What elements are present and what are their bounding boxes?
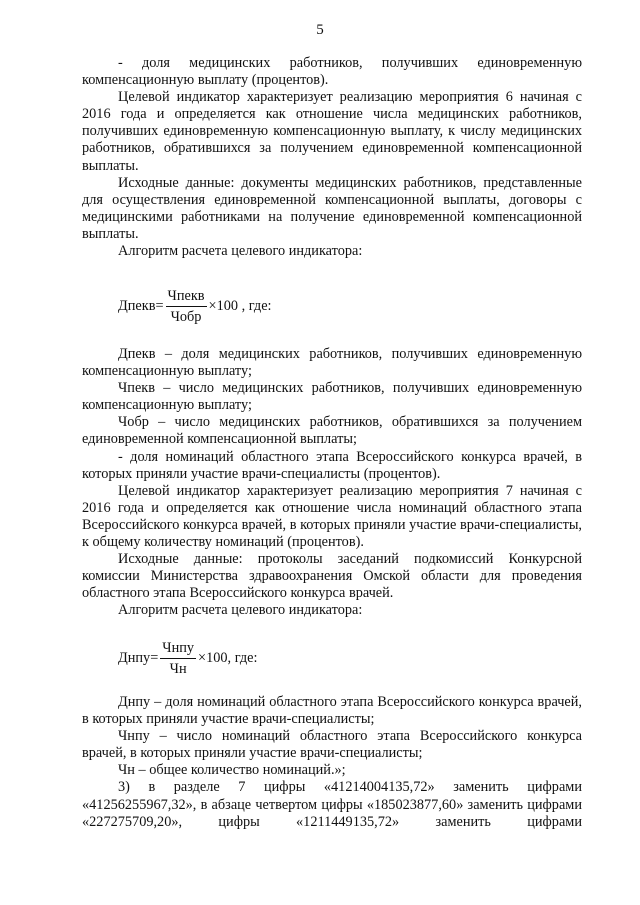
formula-tail: ×100, где: bbox=[198, 650, 258, 666]
formula-tail: ×100 , где: bbox=[208, 298, 272, 314]
definitions-block-2 bbox=[82, 694, 582, 831]
definition-dpekv: Дпекв – доля медицинских работников, получивших единовременную компенсационную выплату; bbox=[82, 346, 582, 380]
paragraph-algorithm-7: Алгоритм расчета целевого индикатора: bbox=[118, 602, 363, 619]
page-number: 5 bbox=[316, 22, 324, 38]
formula-denominator: Чн bbox=[169, 661, 187, 677]
definition-chobr: Чобр – число медицинских работников, обратившихся за получением единовременной компенсационной выплаты; bbox=[82, 414, 582, 448]
formula-denominator: Чобр bbox=[170, 309, 202, 325]
formula-equals: = bbox=[150, 650, 159, 666]
formula-fraction bbox=[166, 288, 207, 325]
paragraph-section-7-amendment: 3) в разделе 7 цифры «41214004135,72» заменить цифрами «41256255967,32», в абзаце четвертом цифры «185023877,60» заменить цифрами «227275709,20», цифры «1211449135,72» заменить цифрами bbox=[82, 779, 582, 830]
formula-dnpu bbox=[118, 640, 257, 677]
paragraph-indicator-7: Целевой индикатор характеризует реализацию мероприятия 7 начиная с 2016 года и определяется как отношение числа номинаций областного этапа Всероссийского конкурса врачей, в которых приняли участие врачи-специалисты, к общему количеству номинаций (процентов). bbox=[82, 482, 582, 551]
intro-block bbox=[82, 55, 582, 260]
definitions-block-1 bbox=[82, 346, 582, 620]
formula-equals: = bbox=[155, 298, 164, 314]
formula-numerator: Чпекв bbox=[166, 288, 207, 307]
definition-dnpu: Днпу – доля номинаций областного этапа Всероссийского конкурса врачей, в которых приняли участие врачи-специалисты; bbox=[82, 694, 582, 728]
formula-numerator: Чнпу bbox=[160, 640, 196, 659]
paragraph-indicator-6: Целевой индикатор характеризует реализацию мероприятия 6 начиная с 2016 года и определяется как отношение числа медицинских работников, получивших единовременную компенсационную выплату, к числу медицинских работников, обратившихся за получением единовременной компенсационной выплаты. bbox=[82, 89, 582, 174]
definition-chpekv: Чпекв – число медицинских работников, получивших единовременную компенсационную выплату; bbox=[82, 380, 582, 414]
paragraph-share-workers: - доля медицинских работников, получивших единовременную компенсационную выплату (процентов). bbox=[82, 55, 582, 89]
paragraph-algorithm-6: Алгоритм расчета целевого индикатора: bbox=[118, 243, 363, 260]
formula-dpekv bbox=[118, 288, 272, 325]
paragraph-share-nominations: - доля номинаций областного этапа Всероссийского конкурса врачей, в которых приняли участие врачи-специалисты (процентов). bbox=[82, 448, 582, 482]
formula-lhs: Дпекв bbox=[118, 298, 156, 314]
definition-chnpu: Чнпу – число номинаций областного этапа Всероссийского конкурса врачей, в которых приняли участие врачи-специалисты; bbox=[82, 728, 582, 762]
definition-chn: Чн – общее количество номинаций.»; bbox=[118, 762, 346, 779]
formula-lhs: Днпу bbox=[118, 650, 151, 666]
formula-fraction bbox=[160, 640, 196, 677]
paragraph-source-data-6: Исходные данные: документы медицинских работников, представленные для осуществления единовременной компенсационной выплаты, договоры с медицинскими работниками на получение единовременной компенсационной выплаты. bbox=[82, 174, 582, 242]
paragraph-source-data-7: Исходные данные: протоколы заседаний подкомиссий Конкурсной комиссии Министерства здравоохранения Омской области для проведения областного этапа Всероссийского конкурса врачей. bbox=[82, 551, 582, 602]
